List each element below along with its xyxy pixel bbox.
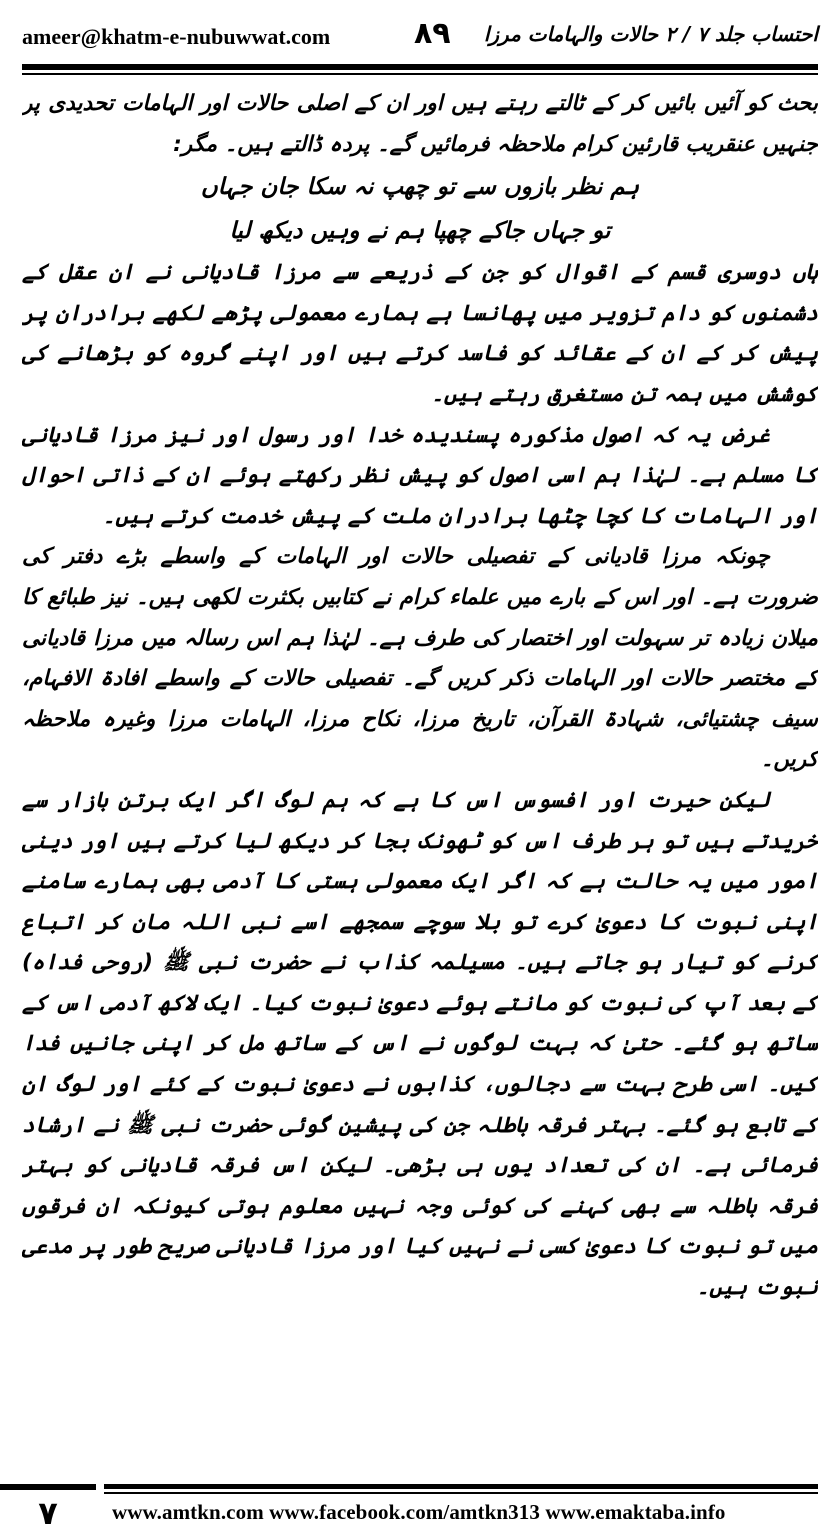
footer-rule-thin bbox=[104, 1492, 818, 1494]
page-footer bbox=[0, 1484, 840, 1540]
paragraph-2: ہاں دوسری قسم کے اقوال کو جن کے ذریعے سے مرزا قادیانی نے ان عقل کے دشمنوں کو دام تزویر میں پھانسا ہے ہمارے معمولی پڑھے لکھے برادران پر پیش کر کے ان کے عقائد کو فاسد کرتے ہیں اور اپنے گروہ کو بڑھانے کی کوشش میں ہمہ تن مستغرق رہتے ہیں۔ bbox=[22, 260, 818, 407]
verse-couplet bbox=[22, 165, 818, 253]
page-body bbox=[22, 84, 818, 1474]
footer-page-number: ۷ bbox=[0, 1484, 96, 1536]
paragraph-5: لیکن حیرت اور افسوس اس کا ہے کہ ہم لوگ اگر ایک برتن بازار سے خریدتے ہیں تو ہر طرف اس کو ٹھونک بجا کر دیکھ لیا کرتے ہیں اور دینی امور میں یہ حالت ہے کہ اگر ایک معمولی ہستی کا آدمی بھی ہمارے سامنے اپنی نبوت کا دعویٰ کرے تو بلا سوچے سمجھے اسے نبی اللہ مان کر اتباع کرنے کو تیار ہو جاتے ہیں۔ مسیلمہ کذاب نے حضرت نبی ﷺ (روحی فداہ) کے بعد آپ کی نبوت کو مانتے ہوئے دعویٰ نبوت کیا۔ ایک لاکھ آدمی اس کے ساتھ ہو گئے۔ حتیٰ کہ بہت لوگوں نے اس کے ساتھ مل کر اپنی جانیں فدا کیں۔ اسی طرح بہت سے دجالوں، کذابوں نے دعویٰ نبوت کے کئے اور لوگ ان کے تابع ہو گئے۔ بہتر فرقہ باطلہ جن کی پیشین گوئی حضرت نبی ﷺ نے ارشاد فرمائی ہے۔ ان کی تعداد یوں ہی بڑھی۔ لیکن اس فرقہ قادیانی کو بہتر فرقہ باطلہ سے بھی کہنے کی کوئی وجہ نہیں معلوم ہوتی کیونکہ ان فرقوں میں تو نبوت کا دعویٰ کسی نے نہیں کیا اور مرزا قادیانی صریح طور پر مدعی نبوت ہیں۔ bbox=[22, 787, 818, 1301]
verse-line-1: ہم نظر بازوں سے تو چھپ نہ سکا جان جہاں bbox=[200, 174, 640, 201]
running-title: احتساب جلد ۷ / ۲ حالات والہامات مرزا bbox=[483, 22, 818, 46]
footer-links: www.amtkn.com www.facebook.com/amtkn313 www.emaktaba.info bbox=[112, 1500, 726, 1524]
paragraph-3: غرض یہ کہ اصول مذکورہ پسندیدہ خدا اور رسول اور نیز مرزا قادیانی کا مسلم ہے۔ لہٰذا ہم اسی اصول کو پیش نظر رکھتے ہوئے ان کے ذاتی احوال اور الہامات کا کچا چٹھا برادران ملت کے پیش خدمت کرتے ہیں۔ bbox=[22, 422, 818, 529]
header-page-number: ۸۹ bbox=[414, 16, 451, 51]
page-header bbox=[22, 14, 818, 66]
footer-rule-thick bbox=[104, 1484, 818, 1489]
header-email: ameer@khatm-e-nubuwwat.com bbox=[22, 24, 331, 49]
paragraph-4: چونکہ مرزا قادیانی کے تفصیلی حالات اور الہامات کے واسطے بڑے دفتر کی ضرورت ہے۔ اور اس کے بارے میں علماء کرام نے کتابیں بکثرت لکھی ہیں۔ نیز طبائع کا میلان زیادہ تر سہولت اور اختصار کی طرف ہے۔ لہٰذا ہم اس رسالہ میں مرزا قادیانی کے مختصر حالات اور الہامات ذکر کریں گے۔ تفصیلی حالات کے واسطے افادۃ الافہام، سیف چشتیائی، شہادۃ القرآن، تاریخ مرزا، نکاح مرزا، الہامات مرزا وغیرہ ملاحظہ کریں۔ bbox=[22, 544, 818, 773]
header-rule-thin bbox=[22, 73, 818, 75]
paragraph-1: بحث کو آئیں بائیں کر کے ٹالتے رہتے ہیں اور ان کے اصلی حالات اور الہامات تحدیدی پر جنہیں عنقریب قارئین کرام ملاحظہ فرمائیں گے۔ پردہ ڈالتے ہیں۔ مگر: bbox=[22, 91, 818, 157]
header-rule-thick bbox=[22, 64, 818, 70]
verse-line-2: تو جہاں جاکے چھپا ہم نے وہیں دیکھ لیا bbox=[229, 218, 611, 245]
